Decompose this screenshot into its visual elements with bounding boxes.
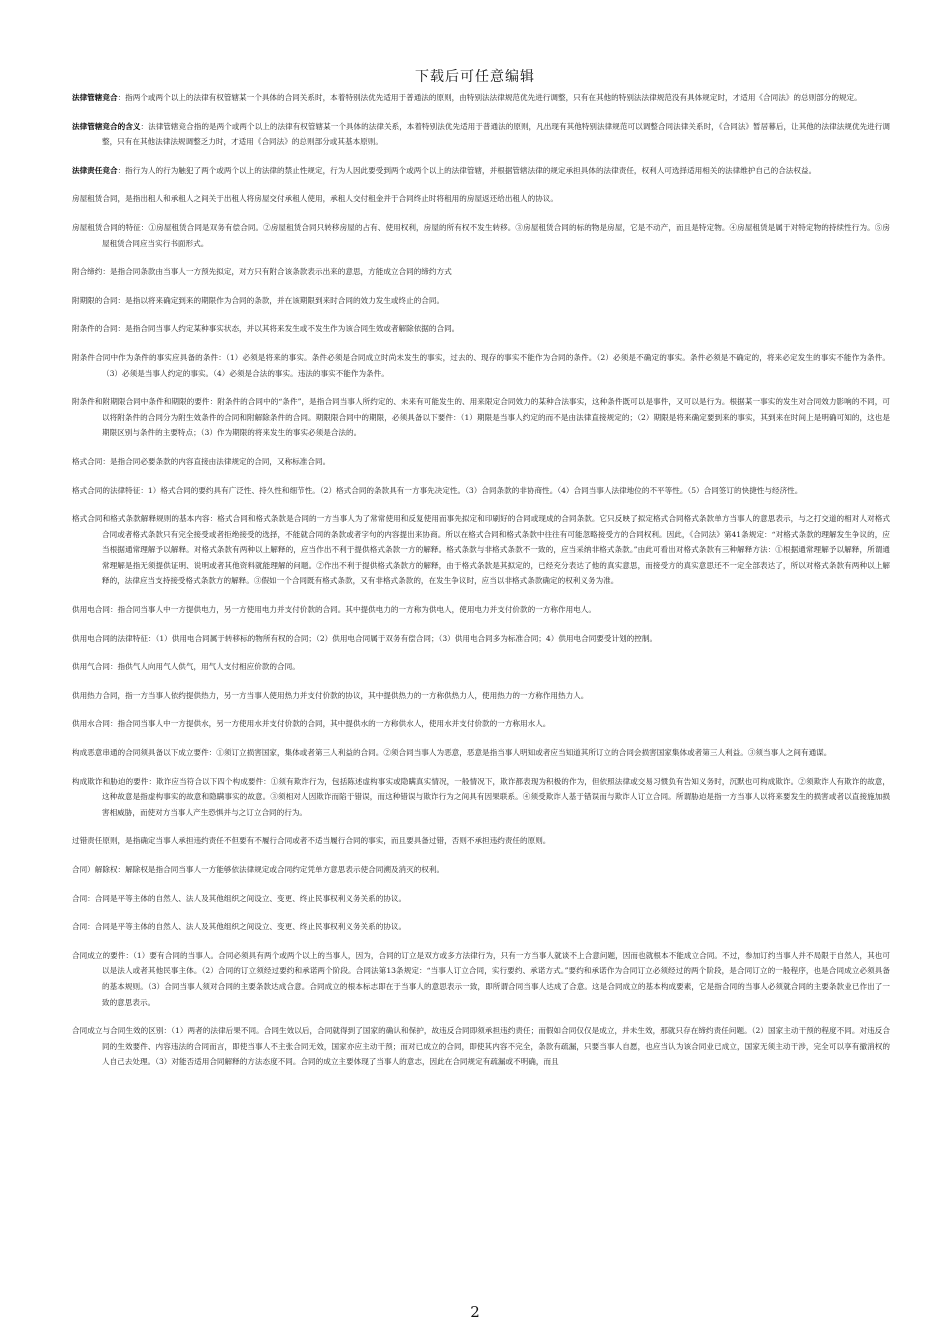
page-number: 2 [470,1303,480,1321]
paragraph-heat-supply-contract [72,688,890,704]
paragraph-text: 合同成立与合同生效的区别：（1）两者的法律后果不同。合同生效以后，合同就得到了国家的确认和保护，故违反合同即须承担违约责任；而假如合同仅仅是成立，并未生效，那就只存在缔约责任问题。（2）国家主动干预的程度不同。对违反合同的生效要件、内容违法的合同而言，即使当事人不主张合同无效，国家亦应主动干预；而对已成立的合同，即使其内容不完全，条款有疏漏，只要当事人自愿，也应当认为该合同业已成立，国家无须主动干涉，完全可以享有撤消权的人自己去处理。（3）对能否适用合同解释的方法态度不同。合同的成立主要体现了当事人的意志，因此在合同规定有疏漏或不明确，而且 [72,1026,890,1067]
paragraph-text: 构成恶意串通的合同须具备以下成立要件：①须订立损害国家，集体或者第三人利益的合同。②须合同当事人为恶意，恶意是指当事人明知或者应当知道其所订立的合同会损害国家集体或者第三人利益。③须当事人之间有通谋。 [72,748,832,758]
paragraph-liability-concurrence [72,163,890,179]
paragraph-gas-supply-contract [72,659,890,675]
paragraph-adhesion-contracting [72,264,890,280]
paragraph-text: 附条件合同中作为条件的事实应具备的条件：（1）必须是将来的事实。条件必须是合同成立时尚未发生的事实，过去的、现存的事实不能作为合同的条件。（2）必须是不确定的事实。条件必须是不确定的，将来必定发生的事实不能作为条件。（3）必须是当事人约定的事实。（4）必须是合法的事实。违法的事实不能作为条件。 [72,352,890,378]
paragraph-text: 格式合同：是指合同必要条款的内容直接由法律规定的合同，又称标准合同。 [72,456,331,466]
paragraph-text: 合同成立的要件：（1）要有合同的当事人。合同必须具有两个或两个以上的当事人，因为，合同的订立是双方或多方法律行为，只有一方当事人就谈不上合意问题，因而也就根本不能成立合同。不过，参加订约当事人并不局限于自然人，其也可以是法人或者其他民事主体。（2）合同的订立须经过要约和承诺两个阶段。合同法第13条规定：“当事人订立合同，实行要约、承诺方式。”要约和承诺作为合同订立必须经过的两个阶段，是合同订立的一般程序，也是合同成立必须具备的基本规则。（3）合同当事人须对合同的主要条款达成合意。合同成立的根本标志即在于当事人的意思表示一致，即所谓合同当事人达成了合意。这是合同成立的基本构成要素，它是指合同的当事人必须就合同的主要条款业已作出了一致的意思表示。 [72,950,890,1007]
paragraph-text: 附合缔约：是指合同条款由当事人一方预先拟定，对方只有附合该条款表示出来的意思，方能成立合同的缔约方式 [72,267,452,277]
paragraph-text: 房屋租赁合同，是指出租人和承租人之间关于出租人将房屋交付承租人使用，承租人交付租金并于合同终止时将租用的房屋返还给出租人的协议。 [72,194,558,204]
paragraph-text: 合同：合同是平等主体的自然人、法人及其他组织之间设立、变更、终止民事权利义务关系的协议。 [72,893,407,903]
paragraph-contract-definition-repeat [72,919,890,935]
paragraph-text: ：法律管辖竞合指的是两个或两个以上的法律有权管辖某一个具体的法律关系，本着特别法优先适用于普通法的原则，凡出现有其他特别法律规范可以调整合同法律关系时，《合同法》暂居幕后，让其他的法律法规优先进行调整，只有在其他法律法规调整乏力时，才适用《合同法》的总则部分或其基本原则。 [102,121,890,147]
paragraph-contract-formation-elements [72,948,890,1010]
paragraph-fraud-and-duress [72,774,890,821]
paragraph-condition-requirements [72,350,890,381]
term-heading: 法律责任竞合 [72,165,118,175]
term-heading: 法律管辖竞合 [72,93,118,102]
paragraph-conditional-contract [72,321,890,337]
paragraph-text: 附条件的合同：是指合同当事人约定某种事实状态，并以其将来发生或不发生作为该合同生效或者解除依据的合同。 [72,324,460,334]
paragraph-text: 过错责任原则，是指确定当事人承担违约责任不但要有不履行合同或者不适当履行合同的事实，而且要具备过错，否则不承担违约责任的原则。 [72,836,551,846]
paragraph-text: 构成欺诈和胁迫的要件：欺诈应当符合以下四个构成要件：①须有欺诈行为，包括陈述虚构事实或隐瞒真实情况，一般情况下，欺诈都表现为积极的作为，但依照法律或交易习惯负有告知义务时，沉默也可构成欺诈。②须欺诈人有欺诈的故意，这种故意是指虚构事实的故意和隐瞒事实的故意。③须相对人因欺诈而陷于错误，而这种错误与欺诈行为之间具有因果联系。④须受欺诈人基于错误而与欺诈人订立合同。所谓胁迫是指一方当事人以将来要发生的损害或者以直接施加损害相威胁，而使对方当事人产生恐惧并与之订立合同的行为。 [72,776,890,817]
paragraph-text: 格式合同的法律特征：1）格式合同的要约具有广泛性、持久性和细节性。（2）格式合同的条款具有一方事先决定性。（3）合同条款的非协商性。（4）合同当事人法律地位的不平等性。（5）合同签订的快捷性与经济性。 [72,485,803,495]
paragraph-text: 供用电合同：指合同当事人中一方提供电力，另一方使用电力并支付价款的合同。其中提供电力的一方称为供电人，使用电力并支付价款的一方称作用电人。 [72,605,596,615]
paragraph-formation-vs-effectiveness [72,1023,890,1070]
paragraph-fault-liability [72,833,890,849]
paragraph-termination-right [72,862,890,878]
paragraph-text: 房屋租赁合同的特征：①房屋租赁合同是双务有偿合同。②房屋租赁合同只转移房屋的占有、使用权利，房屋的所有权不发生转移。③房屋租赁合同的标的物是房屋，它是不动产，而且是特定物。④房屋租赁是属于对特定物的持续性行为。⑤房屋租赁合同应当实行书面形式。 [72,222,890,248]
paragraph-malicious-collusion [72,745,890,761]
paragraph-text: 供用电合同的法律特征：（1）供用电合同属于转移标的物所有权的合同；（2）供用电合同属于双务有偿合同；（3）供用电合同多为标准合同；4）供用电合同要受计划的控制。 [72,633,658,643]
paragraph-legal-jurisdiction-concurrence [72,90,890,106]
paragraph-text: 供用气合同：指供气人向用气人供气，用气人支付相应价款的合同。 [72,662,300,672]
paragraph-house-lease-features [72,220,890,251]
paragraph-power-supply-contract [72,602,890,618]
paragraph-text: 供用热力合同，指一方当事人依约提供热力，另一方当事人使用热力并支付价款的协议，其中提供热力的一方称供热力人，使用热力的一方称作用热力人。 [72,690,589,700]
paragraph-standard-terms-interpretation [72,511,890,589]
paragraph-text: 附期限的合同：是指以将来确定到来的期限作为合同的条款，并在该期限到来时合同的效力发生或终止的合同。 [72,295,445,305]
term-heading: 法律管辖竞合的含义 [72,121,141,131]
paragraph-text: ：指行为人的行为触犯了两个或两个以上的法律的禁止性规定，行为人因此要受到两个或两个以上的法律管辖，并根据管辖法律的规定承担具体的法律责任，权利人可选择适用相关的法律维护自己的合法权益。 [117,165,817,175]
paragraph-contract-definition [72,891,890,907]
paragraph-house-lease [72,191,890,207]
paragraph-text: ：指两个或两个以上的法律有权管辖某一个具体的合同关系时，本着特别法优先适用于普通法的原则，由特别法法律规范优先进行调整，只有在其他的特别法法律规范没有具体规定时，才适用《合同法》的总则部分的规定。 [117,93,862,102]
paragraph-water-supply-contract [72,716,890,732]
paragraph-standard-contract [72,454,890,470]
paragraph-text: 附条件和附期限合同中条件和期限的要件：附条件的合同中的“条件”，是指合同当事人所约定的、未来有可能发生的、用来限定合同效力的某种合法事实，这种条件既可以是事件，又可以是行为。根据某一事实的发生对合同效力影响的不同，可以将附条件的合同分为附生效条件的合同和附解除条件的合同。期限限合同中的期限，必须具备以下要件：（1）期限是当事人约定的而不是由法律直接规定的；（2）期限是将来确定要到来的事实，其到来在时间上是明确可知的，这也是期限区别与条件的主要特点；（3）作为期限的将来发生的事实必须是合法的。 [72,397,890,438]
page-header: 下载后可任意编辑 [415,69,535,85]
paragraph-text: 合同）解除权：解除权是指合同当事人一方能够依法律规定或合同约定凭单方意思表示使合同溯及消灭的权利。 [72,865,445,874]
paragraph-term-contract [72,293,890,309]
paragraph-text: 供用水合同：指合同当事人中一方提供水，另一方使用水并支付价款的合同，其中提供水的一方称供水人，使用水并支付价款的一方称用水人。 [72,719,551,729]
paragraph-jurisdiction-concurrence-meaning [72,119,890,150]
paragraph-text: 合同：合同是平等主体的自然人、法人及其他组织之间设立、变更、终止民事权利义务关系的协议。 [72,922,407,932]
paragraph-power-supply-features [72,631,890,647]
paragraph-text: 格式合同和格式条款解释规则的基本内容：格式合同和格式条款是合同的一方当事人为了常常使用和反复使用而事先拟定和印刷好的合同或现成的合同条款。它只反映了拟定格式合同格式条款单方当事人的意思表示，与之打交道的相对人对格式合同或者格式条款只有完全接受或者拒绝接受的选择，不能就合同的条款或者字句的内容提出来协商。所以在格式合同和格式条款中往往有可能忽略接受方的合同权利。因此，《合同法》第41条规定：“对格式条款的理解发生争议的，应当根据通常理解予以解释。对格式条款有两种以上解释的，应当作出不利于提供格式条款一方的解释。格式条款与非格式条款不一致的，应当采纳非格式条款。”由此可看出对格式条款有三种解释方法：①根据通常理解予以解释，所谓通常理解是指无须提供证明、说明或者其他资料就能理解的问题。②作出不利于提供格式条款方的解释，由于格式条款是其拟定的，已经充分表达了他的真实意思，而接受方的真实意思还不一定全部表达了，所以对格式条款有两种以上解释的，法律应当支持接受格式条款方的解释。③假如一个合同既有格式条款，又有非格式条款的，在发生争议时，应当以非格式条款确定的权利义务为准。 [72,514,890,586]
document-body [72,90,890,1070]
paragraph-condition-and-term-elements [72,394,890,441]
paragraph-standard-contract-features [72,483,890,499]
